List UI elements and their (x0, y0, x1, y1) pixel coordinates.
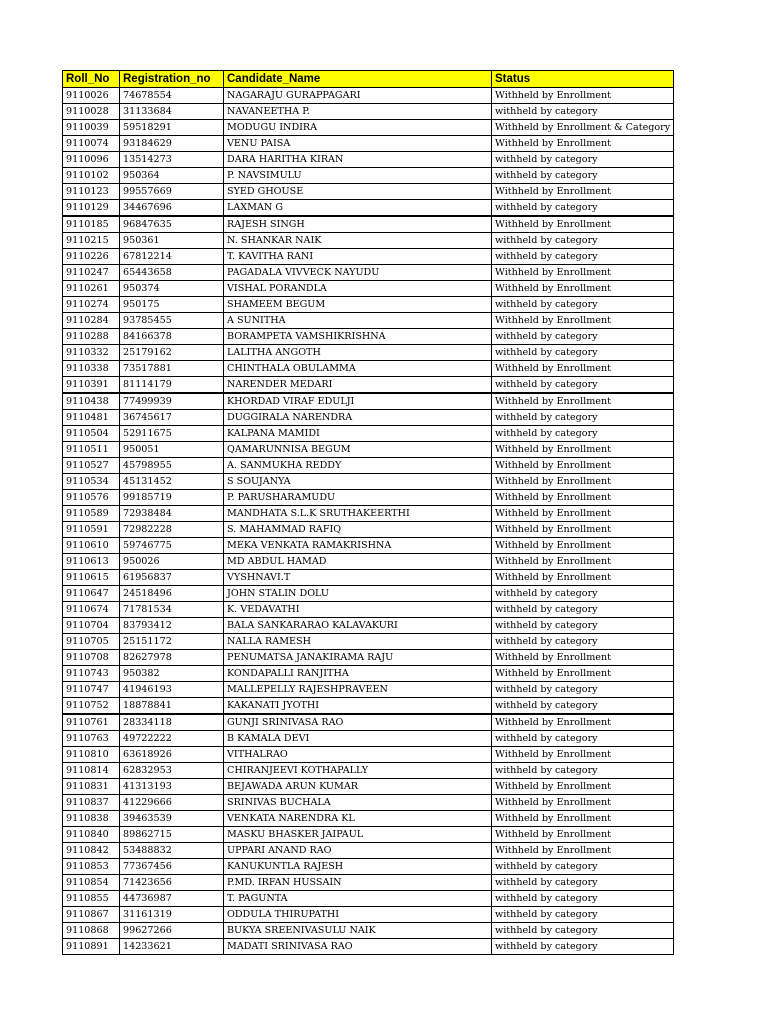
registration-no-cell: 81114179 (120, 377, 224, 394)
roll-no-cell: 9110814 (63, 763, 120, 779)
table-row (63, 538, 674, 554)
roll-no-cell: 9110613 (63, 554, 120, 570)
roll-no-cell: 9110039 (63, 120, 120, 136)
status-cell: withheld by category (492, 602, 674, 618)
candidate-name-cell: PAGADALA VIVVECK NAYUDU (224, 265, 492, 281)
status-cell: Withheld by Enrollment (492, 811, 674, 827)
table-row (63, 393, 674, 410)
table-row (63, 827, 674, 843)
status-cell: withheld by category (492, 152, 674, 168)
table-row (63, 634, 674, 650)
roll-no-cell: 9110868 (63, 923, 120, 939)
candidate-name-cell: MODUGU INDIRA (224, 120, 492, 136)
candidate-name-cell: MADATI SRINIVASA RAO (224, 939, 492, 955)
table-row (63, 522, 674, 538)
roll-no-cell: 9110026 (63, 88, 120, 104)
roll-no-cell: 9110215 (63, 233, 120, 249)
candidate-name-cell: BORAMPETA VAMSHIKRISHNA (224, 329, 492, 345)
candidate-name-cell: NARENDER MEDARI (224, 377, 492, 394)
candidate-name-cell: CHINTHALA OBULAMMA (224, 361, 492, 377)
roll-no-cell: 9110615 (63, 570, 120, 586)
candidate-name-cell: MD ABDUL HAMAD (224, 554, 492, 570)
table-row (63, 490, 674, 506)
registration-no-cell: 71781534 (120, 602, 224, 618)
candidate-name-cell: SYED GHOUSE (224, 184, 492, 200)
status-cell: withheld by category (492, 939, 674, 955)
table-row (63, 554, 674, 570)
candidate-name-cell: VENKATA NARENDRA KL (224, 811, 492, 827)
registration-no-cell: 41946193 (120, 682, 224, 698)
roll-no-cell: 9110855 (63, 891, 120, 907)
table-row (63, 458, 674, 474)
roll-no-cell: 9110837 (63, 795, 120, 811)
status-cell: Withheld by Enrollment (492, 795, 674, 811)
registration-no-cell: 84166378 (120, 329, 224, 345)
roll-no-cell: 9110123 (63, 184, 120, 200)
roll-no-cell: 9110288 (63, 329, 120, 345)
status-cell: withheld by category (492, 634, 674, 650)
table-row (63, 714, 674, 731)
table-row (63, 891, 674, 907)
registration-no-cell: 44736987 (120, 891, 224, 907)
table-row (63, 618, 674, 634)
candidate-name-cell: LALITHA ANGOTH (224, 345, 492, 361)
table-row (63, 602, 674, 618)
registration-no-cell: 45798955 (120, 458, 224, 474)
registration-no-cell: 62832953 (120, 763, 224, 779)
candidate-name-cell: SRINIVAS BUCHALA (224, 795, 492, 811)
roll-no-cell: 9110763 (63, 731, 120, 747)
registration-no-cell: 67812214 (120, 249, 224, 265)
candidate-name-cell: RAJESH SINGH (224, 216, 492, 233)
table-row (63, 779, 674, 795)
status-cell: withheld by category (492, 410, 674, 426)
candidate-name-cell: NAGARAJU GURAPPAGARI (224, 88, 492, 104)
roll-no-cell: 9110704 (63, 618, 120, 634)
registration-no-cell: 25151172 (120, 634, 224, 650)
status-cell: Withheld by Enrollment (492, 442, 674, 458)
table-row (63, 442, 674, 458)
candidate-name-cell: MASKU BHASKER JAIPAUL (224, 827, 492, 843)
status-cell: withheld by category (492, 763, 674, 779)
candidate-name-cell: KHORDAD VIRAF EDULJI (224, 393, 492, 410)
status-cell: Withheld by Enrollment (492, 393, 674, 410)
roll-no-cell: 9110589 (63, 506, 120, 522)
registration-no-cell: 82627978 (120, 650, 224, 666)
status-cell: Withheld by Enrollment & Category (492, 120, 674, 136)
roll-no-cell: 9110752 (63, 698, 120, 715)
registration-no-cell: 99627266 (120, 923, 224, 939)
candidate-name-cell: GUNJI SRINIVASA RAO (224, 714, 492, 731)
roll-no-cell: 9110247 (63, 265, 120, 281)
roll-no-cell: 9110261 (63, 281, 120, 297)
roll-no-cell: 9110831 (63, 779, 120, 795)
roll-no-cell: 9110761 (63, 714, 120, 731)
roll-no-cell: 9110338 (63, 361, 120, 377)
candidate-name-cell: S. MAHAMMAD RAFIQ (224, 522, 492, 538)
candidate-name-cell: BALA SANKARARAO KALAVAKURI (224, 618, 492, 634)
roll-no-cell: 9110096 (63, 152, 120, 168)
roll-no-cell: 9110527 (63, 458, 120, 474)
table-row (63, 506, 674, 522)
status-cell: Withheld by Enrollment (492, 313, 674, 329)
table-row (63, 361, 674, 377)
candidate-name-cell: P.MD. IRFAN HUSSAIN (224, 875, 492, 891)
table-row (63, 345, 674, 361)
registration-no-cell: 72982228 (120, 522, 224, 538)
candidate-name-cell: ODDULA THIRUPATHI (224, 907, 492, 923)
candidate-name-cell: B KAMALA DEVI (224, 731, 492, 747)
table-row (63, 939, 674, 955)
roll-no-cell: 9110610 (63, 538, 120, 554)
status-cell: Withheld by Enrollment (492, 184, 674, 200)
registration-no-cell: 61956837 (120, 570, 224, 586)
candidate-name-cell: KANUKUNTLA RAJESH (224, 859, 492, 875)
registration-no-cell: 41229666 (120, 795, 224, 811)
table-row (63, 747, 674, 763)
status-cell: Withheld by Enrollment (492, 650, 674, 666)
candidate-name-cell: NALLA RAMESH (224, 634, 492, 650)
roll-no-cell: 9110708 (63, 650, 120, 666)
candidate-name-cell: T. KAVITHA RANI (224, 249, 492, 265)
table-row (63, 426, 674, 442)
status-cell: withheld by category (492, 586, 674, 602)
registration-no-cell: 31133684 (120, 104, 224, 120)
candidate-name-cell: DUGGIRALA NARENDRA (224, 410, 492, 426)
roll-no-cell: 9110438 (63, 393, 120, 410)
registration-no-cell: 49722222 (120, 731, 224, 747)
status-cell: withheld by category (492, 907, 674, 923)
status-cell: Withheld by Enrollment (492, 747, 674, 763)
candidate-name-cell: P. PARUSHARAMUDU (224, 490, 492, 506)
status-cell: withheld by category (492, 682, 674, 698)
candidate-name-cell: PENUMATSA JANAKIRAMA RAJU (224, 650, 492, 666)
status-cell: withheld by category (492, 200, 674, 217)
roll-no-cell: 9110511 (63, 442, 120, 458)
candidate-name-cell: A. SANMUKHA REDDY (224, 458, 492, 474)
table-row (63, 120, 674, 136)
roll-no-cell: 9110481 (63, 410, 120, 426)
table-row (63, 795, 674, 811)
roll-no-cell: 9110842 (63, 843, 120, 859)
status-cell: withheld by category (492, 249, 674, 265)
status-header: Status (492, 71, 674, 88)
roll-no-cell: 9110810 (63, 747, 120, 763)
status-cell: Withheld by Enrollment (492, 136, 674, 152)
table-row (63, 313, 674, 329)
table-row (63, 377, 674, 394)
roll-no-cell: 9110504 (63, 426, 120, 442)
status-cell: Withheld by Enrollment (492, 216, 674, 233)
candidate-name-cell: LAXMAN G (224, 200, 492, 217)
table-row (63, 265, 674, 281)
registration-no-cell: 99185719 (120, 490, 224, 506)
roll-no-cell: 9110647 (63, 586, 120, 602)
table-row (63, 88, 674, 104)
table-row (63, 923, 674, 939)
status-cell: withheld by category (492, 731, 674, 747)
candidate-name-cell: VITHALRAO (224, 747, 492, 763)
candidate-name-cell: NAVANEETHA P. (224, 104, 492, 120)
status-cell: withheld by category (492, 875, 674, 891)
status-cell: Withheld by Enrollment (492, 474, 674, 490)
registration-no-cell: 77499939 (120, 393, 224, 410)
registration-no-cell: 41313193 (120, 779, 224, 795)
table-row (63, 811, 674, 827)
status-cell: withheld by category (492, 698, 674, 715)
table-row (63, 698, 674, 715)
roll-no-cell: 9110867 (63, 907, 120, 923)
table-row (63, 875, 674, 891)
roll-no-cell: 9110274 (63, 297, 120, 313)
candidate-name-cell: N. SHANKAR NAIK (224, 233, 492, 249)
roll-no-cell: 9110576 (63, 490, 120, 506)
table-row (63, 859, 674, 875)
table-row (63, 907, 674, 923)
table-row (63, 233, 674, 249)
status-cell: Withheld by Enrollment (492, 554, 674, 570)
table-row (63, 297, 674, 313)
registration-no-cell: 96847635 (120, 216, 224, 233)
candidate-name-cell: K. VEDAVATHI (224, 602, 492, 618)
candidate-name-cell: VYSHNAVI.T (224, 570, 492, 586)
candidate-name-cell: BEJAWADA ARUN KUMAR (224, 779, 492, 795)
status-cell: Withheld by Enrollment (492, 538, 674, 554)
registration-no-header: Registration_no (120, 71, 224, 88)
table-row (63, 410, 674, 426)
header-row (63, 71, 674, 88)
table-row (63, 843, 674, 859)
registration-no-cell: 18878841 (120, 698, 224, 715)
registration-no-cell: 950175 (120, 297, 224, 313)
roll-no-cell: 9110853 (63, 859, 120, 875)
candidate-name-header: Candidate_Name (224, 71, 492, 88)
table-row (63, 763, 674, 779)
candidate-name-cell: VENU PAISA (224, 136, 492, 152)
roll-no-cell: 9110838 (63, 811, 120, 827)
candidate-name-cell: KALPANA MAMIDI (224, 426, 492, 442)
roll-no-cell: 9110747 (63, 682, 120, 698)
registration-no-cell: 39463539 (120, 811, 224, 827)
candidate-name-cell: UPPARI ANAND RAO (224, 843, 492, 859)
registration-no-cell: 24518496 (120, 586, 224, 602)
roll-no-cell: 9110185 (63, 216, 120, 233)
roll-no-cell: 9110840 (63, 827, 120, 843)
table-row (63, 731, 674, 747)
candidate-name-cell: P. NAVSIMULU (224, 168, 492, 184)
status-cell: withheld by category (492, 329, 674, 345)
registration-no-cell: 72938484 (120, 506, 224, 522)
status-cell: Withheld by Enrollment (492, 570, 674, 586)
table-row (63, 329, 674, 345)
status-cell: Withheld by Enrollment (492, 666, 674, 682)
registration-no-cell: 59518291 (120, 120, 224, 136)
registration-no-cell: 950051 (120, 442, 224, 458)
status-cell: Withheld by Enrollment (492, 88, 674, 104)
candidate-name-cell: VISHAL PORANDLA (224, 281, 492, 297)
candidate-name-cell: SHAMEEM BEGUM (224, 297, 492, 313)
table-row (63, 249, 674, 265)
status-cell: Withheld by Enrollment (492, 714, 674, 731)
roll-no-cell: 9110854 (63, 875, 120, 891)
table-row (63, 200, 674, 217)
registration-no-cell: 25179162 (120, 345, 224, 361)
registration-no-cell: 31161319 (120, 907, 224, 923)
registration-no-cell: 45131452 (120, 474, 224, 490)
registration-no-cell: 950364 (120, 168, 224, 184)
candidate-name-cell: CHIRANJEEVI KOTHAPALLY (224, 763, 492, 779)
status-cell: Withheld by Enrollment (492, 522, 674, 538)
roll-no-cell: 9110102 (63, 168, 120, 184)
candidate-name-cell: MALLEPELLY RAJESHPRAVEEN (224, 682, 492, 698)
table-row (63, 136, 674, 152)
roll-no-cell: 9110591 (63, 522, 120, 538)
roll-no-cell: 9110226 (63, 249, 120, 265)
table-row (63, 104, 674, 120)
status-cell: Withheld by Enrollment (492, 458, 674, 474)
registration-no-cell: 14233621 (120, 939, 224, 955)
registration-no-cell: 99557669 (120, 184, 224, 200)
candidate-name-cell: DARA HARITHA KIRAN (224, 152, 492, 168)
roll-no-cell: 9110534 (63, 474, 120, 490)
status-cell: withheld by category (492, 891, 674, 907)
registration-no-cell: 52911675 (120, 426, 224, 442)
table-row (63, 650, 674, 666)
status-cell: withheld by category (492, 377, 674, 394)
status-cell: Withheld by Enrollment (492, 843, 674, 859)
roll-no-cell: 9110743 (63, 666, 120, 682)
status-cell: Withheld by Enrollment (492, 506, 674, 522)
status-cell: Withheld by Enrollment (492, 779, 674, 795)
candidate-name-cell: A SUNITHA (224, 313, 492, 329)
roll-no-cell: 9110284 (63, 313, 120, 329)
registration-no-cell: 950361 (120, 233, 224, 249)
registration-no-cell: 950026 (120, 554, 224, 570)
status-cell: withheld by category (492, 859, 674, 875)
status-cell: Withheld by Enrollment (492, 265, 674, 281)
candidate-name-cell: KONDAPALLI RANJITHA (224, 666, 492, 682)
registration-no-cell: 93184629 (120, 136, 224, 152)
registration-no-cell: 89862715 (120, 827, 224, 843)
candidate-name-cell: BUKYA SREENIVASULU NAIK (224, 923, 492, 939)
roll-no-cell: 9110332 (63, 345, 120, 361)
status-cell: withheld by category (492, 168, 674, 184)
status-cell: Withheld by Enrollment (492, 827, 674, 843)
candidate-name-cell: QAMARUNNISA BEGUM (224, 442, 492, 458)
candidate-name-cell: KAKANATI JYOTHI (224, 698, 492, 715)
roll-no-cell: 9110129 (63, 200, 120, 217)
roll-no-cell: 9110674 (63, 602, 120, 618)
registration-no-cell: 28334118 (120, 714, 224, 731)
table-row (63, 152, 674, 168)
registration-no-cell: 950382 (120, 666, 224, 682)
status-cell: withheld by category (492, 618, 674, 634)
table-row (63, 474, 674, 490)
registration-no-cell: 34467696 (120, 200, 224, 217)
registration-no-cell: 59746775 (120, 538, 224, 554)
candidate-name-cell: JOHN STALIN DOLU (224, 586, 492, 602)
table-body (63, 88, 674, 955)
candidate-name-cell: MEKA VENKATA RAMAKRISHNA (224, 538, 492, 554)
registration-no-cell: 83793412 (120, 618, 224, 634)
registration-no-cell: 93785455 (120, 313, 224, 329)
table-row (63, 682, 674, 698)
table-row (63, 184, 674, 200)
roll-no-cell: 9110705 (63, 634, 120, 650)
status-cell: withheld by category (492, 923, 674, 939)
registration-no-cell: 36745617 (120, 410, 224, 426)
table-row (63, 168, 674, 184)
status-cell: Withheld by Enrollment (492, 361, 674, 377)
status-cell: withheld by category (492, 233, 674, 249)
candidate-name-cell: S SOUJANYA (224, 474, 492, 490)
registration-no-cell: 77367456 (120, 859, 224, 875)
status-cell: Withheld by Enrollment (492, 281, 674, 297)
registration-no-cell: 13514273 (120, 152, 224, 168)
roll-no-header: Roll_No (63, 71, 120, 88)
registration-no-cell: 53488832 (120, 843, 224, 859)
status-cell: withheld by category (492, 426, 674, 442)
candidate-name-cell: T. PAGUNTA (224, 891, 492, 907)
status-cell: withheld by category (492, 297, 674, 313)
roll-no-cell: 9110028 (63, 104, 120, 120)
registration-no-cell: 950374 (120, 281, 224, 297)
roll-no-cell: 9110391 (63, 377, 120, 394)
candidate-status-table (62, 70, 674, 955)
registration-no-cell: 63618926 (120, 747, 224, 763)
candidate-name-cell: MANDHATA S.L.K SRUTHAKEERTHI (224, 506, 492, 522)
table-row (63, 570, 674, 586)
registration-no-cell: 71423656 (120, 875, 224, 891)
roll-no-cell: 9110891 (63, 939, 120, 955)
registration-no-cell: 74678554 (120, 88, 224, 104)
table-row (63, 586, 674, 602)
registration-no-cell: 65443658 (120, 265, 224, 281)
status-cell: withheld by category (492, 104, 674, 120)
status-cell: withheld by category (492, 345, 674, 361)
registration-no-cell: 73517881 (120, 361, 224, 377)
table-row (63, 216, 674, 233)
table-row (63, 666, 674, 682)
roll-no-cell: 9110074 (63, 136, 120, 152)
status-cell: Withheld by Enrollment (492, 490, 674, 506)
table-row (63, 281, 674, 297)
